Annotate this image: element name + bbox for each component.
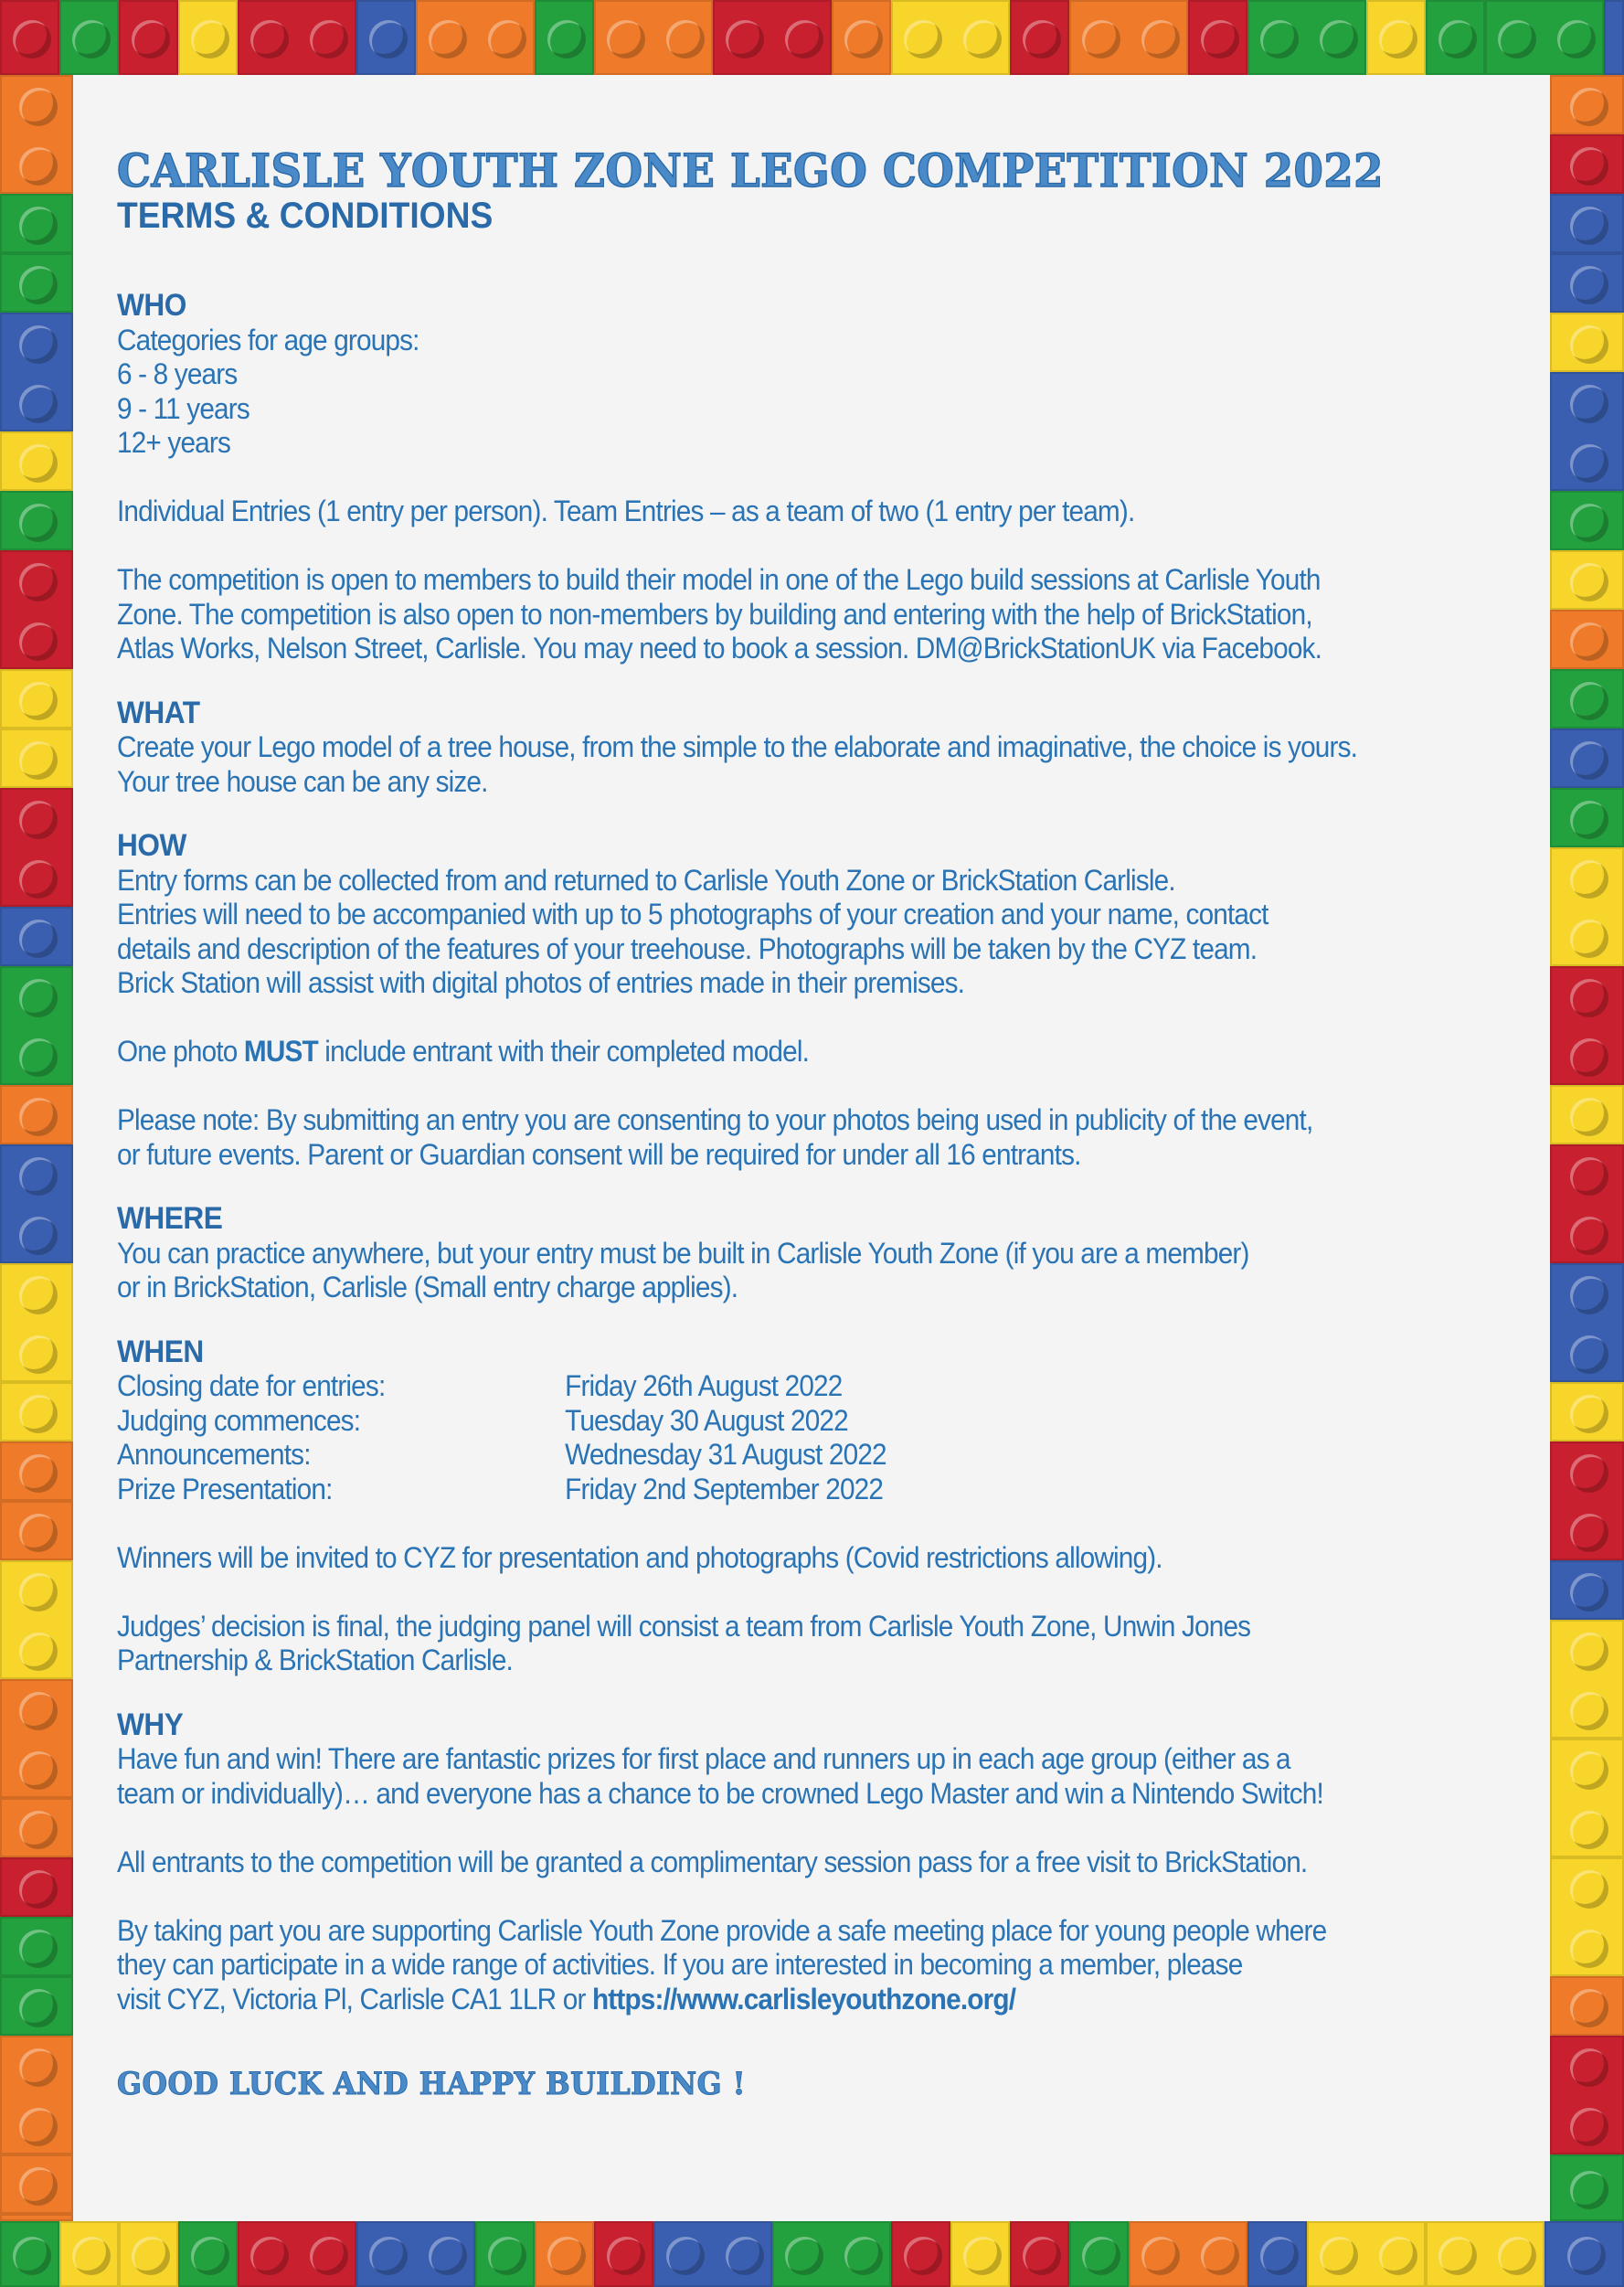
lego-stud [72,20,111,59]
lego-brick [416,0,535,75]
lego-stud [1570,385,1608,423]
lego-stud [1570,1870,1608,1909]
lego-stud [1570,622,1608,661]
lego-stud [1438,2237,1477,2275]
lego-brick [0,550,73,669]
lego-stud [1023,2237,1061,2275]
lego-stud [19,1335,58,1374]
lego-stud [1570,1395,1608,1433]
winners-note: Winners will be invited to CYZ for presentation and photographs (Covid restrictions allowing). [117,1540,1162,1574]
lego-brick [594,2221,653,2287]
lego-brick [1010,2221,1069,2287]
lego-brick [1550,1382,1624,1441]
lego-stud [19,860,58,899]
lego-brick [0,1798,73,1857]
lego-stud [785,2237,823,2275]
lego-stud [1570,682,1608,720]
what-line: Your tree house can be any size. [117,764,488,798]
lego-brick [1604,0,1624,75]
lego-stud [19,1811,58,1849]
lego-brick [0,1382,73,1441]
lego-stud [844,20,883,59]
lego-stud [1557,20,1596,59]
lego-stud [1570,1335,1608,1374]
support-line: By taking part you are supporting Carlisle Youth Zone provide a safe meeting place for young people where [117,1913,1327,1947]
lego-brick [0,75,73,194]
lego-stud [369,2237,408,2275]
lego-brick [238,2221,356,2287]
lego-brick [1550,550,1624,610]
lego-stud [19,682,58,720]
lego-brick [0,2214,73,2221]
lego-stud [19,2048,58,2087]
lego-stud [132,20,170,59]
lego-brick [238,0,356,75]
lego-stud [19,801,58,839]
judges-note: Judges’ decision is final, the judging panel will consist a team from Carlisle Youth Zone, Unwin Jones [117,1609,1251,1643]
lego-brick [1550,1144,1624,1263]
lego-stud [547,20,586,59]
lego-brick [594,0,713,75]
lego-brick [0,1263,73,1382]
where-line: or in BrickStation, Carlisle (Small entry charge applies). [117,1271,738,1303]
how-line: Entry forms can be collected from and returned to Carlisle Youth Zone or BrickStation Carlisle. [117,863,1175,897]
lego-brick [0,2154,73,2214]
who-open-line: Atlas Works, Nelson Street, Carlisle. You may need to book a session. DM@BrickStationUK via Facebook. [117,632,1322,665]
lego-stud [963,20,1002,59]
lego-stud [310,2237,348,2275]
lego-stud [1570,920,1608,958]
who-line: 12+ years [117,426,230,459]
lego-stud [1570,325,1608,364]
lego-stud [1320,2237,1358,2275]
lego-stud [1570,741,1608,780]
lego-brick [0,1501,73,1560]
lego-brick [1366,0,1426,75]
lego-stud [904,2237,942,2275]
lego-brick [1550,1263,1624,1382]
lego-stud [1260,20,1299,59]
lego-stud [1570,1098,1608,1136]
lego-stud [19,1395,58,1433]
schedule-row: Announcements: Wednesday 31 August 2022 [117,1438,886,1471]
lego-brick [1544,2221,1624,2287]
lego-brick [178,0,238,75]
lego-stud [1570,979,1608,1017]
lego-brick [356,0,416,75]
lego-brick [772,2221,891,2287]
lego-brick [1550,1085,1624,1144]
lego-brick [0,2221,59,2287]
photo-requirement: One photo MUST include entrant with their completed model. [117,1035,810,1068]
lego-stud [1141,2237,1180,2275]
lego-stud [191,20,229,59]
consent-note: or future events. Parent or Guardian consent will be required for under all 16 entrants. [117,1137,1081,1171]
lego-brick [891,0,1010,75]
what-heading: WHAT [117,695,200,730]
lego-stud [547,2237,586,2275]
lego-brick [0,669,73,729]
lego-stud [904,20,942,59]
lego-stud [1570,1217,1608,1255]
page-subtitle: TERMS & CONDITIONS [117,196,494,236]
lego-brick [535,0,594,75]
lego-brick [1550,1560,1624,1620]
lego-brick [0,966,73,1085]
lego-brick [0,1679,73,1798]
lego-brick [1550,194,1624,253]
lego-brick [1550,75,1624,134]
lego-brick [1069,2221,1129,2287]
lego-stud [726,2237,764,2275]
lego-stud [1023,20,1061,59]
lego-stud [19,622,58,661]
lego-stud [1570,2108,1608,2146]
lego-brick [0,907,73,966]
why-line: team or individually)… and everyone has a chance to be crowned Lego Master and win a Nintendo Switch! [117,1776,1323,1810]
session-pass-note: All entrants to the competition will be granted a complimentary session pass for a free visit to BrickStation. [117,1845,1308,1878]
lego-brick [1550,372,1624,491]
lego-stud [844,2237,883,2275]
lego-brick [653,2221,772,2287]
lego-stud [1570,860,1608,899]
lego-brick [1550,669,1624,729]
lego-stud [1570,1038,1608,1077]
lego-stud [369,20,408,59]
who-open-line: Zone. The competition is also open to non-members by building and entering with the help of BrickStation, [117,597,1312,631]
must-emphasis: MUST [243,1035,318,1068]
lego-stud [19,1989,58,2027]
lego-brick [0,491,73,550]
what-line: Create your Lego model of a tree house, from the simple to the elaborate and imaginative, the choice is yours. [117,730,1358,763]
lego-brick [1550,313,1624,372]
lego-brick [0,788,73,907]
lego-brick [1550,2154,1624,2221]
lego-brick [356,2221,475,2287]
lego-stud [1570,88,1608,126]
lego-stud [1570,1692,1608,1730]
lego-stud [1570,504,1608,542]
lego-brick [1550,1976,1624,2036]
lego-stud [1260,2237,1299,2275]
when-heading: WHEN [117,1334,204,1369]
lego-brick [0,1144,73,1263]
lego-brick [119,0,178,75]
lego-stud [1570,563,1608,601]
lego-stud [429,2237,467,2275]
lego-stud [1570,1573,1608,1612]
who-line: Categories for age groups: [117,323,419,356]
lego-stud [1570,1751,1608,1790]
lego-stud [19,979,58,1017]
lego-brick [1069,0,1188,75]
lego-stud [310,20,348,59]
lego-stud [19,563,58,601]
lego-stud [963,2237,1002,2275]
lego-stud [1570,1514,1608,1552]
lego-stud [1570,1157,1608,1196]
lego-brick [0,0,59,75]
lego-stud [19,1454,58,1493]
lego-brick [1307,2221,1426,2287]
lego-stud [72,2237,111,2275]
why-heading: WHY [117,1707,184,1742]
where-line: You can practice anywhere, but your entry must be built in Carlisle Youth Zone (if you are a member) [117,1236,1249,1270]
lego-brick [1550,1620,1624,1739]
lego-brick [1550,1739,1624,1857]
lego-brick [891,2221,950,2287]
lego-stud [19,2167,58,2206]
lego-stud [19,147,58,186]
lego-stud [1570,1276,1608,1314]
page-title: CARLISLE YOUTH ZONE LEGO COMPETITION 2022 [117,144,1384,197]
who-line: 9 - 11 years [117,391,249,425]
who-open-line: The competition is open to members to build their model in one of the Lego build sessions at Carlisle Youth [117,563,1321,596]
lego-stud [19,325,58,364]
lego-stud [132,2237,170,2275]
who-line: 6 - 8 years [117,357,238,390]
website-link[interactable]: https://www.carlisleyouthzone.org/ [591,1982,1016,2016]
lego-stud [19,2108,58,2146]
lego-brick [475,2221,535,2287]
lego-stud [19,1751,58,1790]
lego-brick [0,431,73,491]
lego-stud [1201,20,1239,59]
lego-stud [1141,20,1180,59]
lego-stud [1570,1811,1608,1849]
schedule-row: Judging commences: Tuesday 30 August 2022 [117,1403,848,1437]
support-line: they can participate in a wide range of activities. If you are interested in becoming a member, please [117,1948,1243,1981]
lego-stud [1570,1454,1608,1493]
lego-stud [1201,2237,1239,2275]
lego-stud [19,444,58,483]
lego-brick [1426,2221,1544,2287]
lego-stud [19,920,58,958]
how-heading: HOW [117,828,186,863]
lego-stud [19,741,58,780]
where-heading: WHERE [117,1201,223,1236]
lego-stud [19,1276,58,1314]
lego-brick [1550,610,1624,669]
lego-brick [1247,0,1366,75]
closing-message: GOOD LUCK AND HAPPY BUILDING ! [117,2066,746,2102]
lego-brick [119,2221,178,2287]
lego-stud [607,2237,645,2275]
schedule-row: Closing date for entries: Friday 26th August 2022 [117,1369,843,1402]
who-entries: Individual Entries (1 entry per person). Team Entries – as a team of two (1 entry per team). [117,495,1135,527]
visit-line: visit CYZ, Victoria Pl, Carlisle CA1 1LR or https://www.carlisleyouthzone.org/ [117,1982,1016,2016]
lego-brick [0,253,73,313]
lego-brick [713,0,832,75]
lego-stud [1570,2048,1608,2087]
lego-stud [1570,147,1608,186]
lego-stud [19,1930,58,1968]
lego-stud [1320,20,1358,59]
lego-brick [1550,729,1624,788]
lego-stud [19,504,58,542]
lego-brick [1129,2221,1247,2287]
lego-brick [0,1560,73,1679]
lego-stud [666,2237,705,2275]
lego-brick [0,1857,73,1917]
lego-stud [1498,20,1536,59]
lego-stud [785,20,823,59]
lego-stud [191,2237,229,2275]
lego-stud [19,1157,58,1196]
lego-brick [1550,491,1624,550]
lego-brick [1247,2221,1307,2287]
lego-brick [0,2036,73,2154]
lego-brick [0,1917,73,1976]
lego-stud [1570,801,1608,839]
lego-brick [0,1976,73,2036]
who-heading: WHO [117,288,186,323]
lego-stud [19,1514,58,1552]
lego-brick [1550,847,1624,966]
lego-stud [1379,2237,1417,2275]
lego-brick [1550,2036,1624,2154]
lego-stud [13,20,51,59]
lego-stud [1570,2171,1608,2209]
lego-brick [0,729,73,788]
lego-brick [535,2221,594,2287]
lego-brick [59,0,119,75]
lego-brick [1010,0,1069,75]
lego-brick [1426,0,1485,75]
lego-stud [19,266,58,304]
lego-brick [1188,0,1247,75]
how-line: details and description of the features of your treehouse. Photographs will be taken by the CYZ team. [117,931,1258,965]
lego-stud [607,20,645,59]
lego-stud [19,1217,58,1255]
how-line: Brick Station will assist with digital photos of entries made in their premises. [117,966,965,999]
lego-stud [250,20,289,59]
schedule-row: Prize Presentation: Friday 2nd September 2022 [117,1472,884,1505]
lego-brick [1550,1441,1624,1560]
lego-brick [950,2221,1010,2287]
lego-stud [1570,266,1608,304]
lego-stud [19,1038,58,1077]
lego-stud [19,1098,58,1136]
why-line: Have fun and win! There are fantastic prizes for first place and runners up in each age group (either as a [117,1742,1290,1775]
lego-brick [0,194,73,253]
how-line: Entries will need to be accompanied with up to 5 photographs of your creation and your name, contact [117,898,1268,931]
lego-stud [1570,1989,1608,2027]
lego-stud [1438,20,1477,59]
lego-stud [1498,2237,1536,2275]
lego-stud [1082,20,1120,59]
lego-brick [1550,253,1624,313]
lego-stud [19,385,58,423]
lego-stud [488,2237,526,2275]
lego-stud [726,20,764,59]
lego-stud [19,1573,58,1612]
lego-brick [1550,1857,1624,1976]
judges-note: Partnership & BrickStation Carlisle. [117,1643,513,1676]
lego-stud [666,20,705,59]
lego-brick [1550,966,1624,1085]
lego-stud [19,207,58,245]
lego-brick [0,1085,73,1144]
lego-brick [59,2221,119,2287]
lego-stud [19,1692,58,1730]
lego-stud [250,2237,289,2275]
lego-brick [1485,0,1604,75]
lego-brick [1550,134,1624,194]
lego-stud [1567,2237,1606,2275]
lego-stud [1570,207,1608,245]
lego-brick [0,1441,73,1501]
lego-stud [1379,20,1417,59]
lego-stud [1082,2237,1120,2275]
terms-document [117,146,1443,2102]
lego-stud [1570,444,1608,483]
lego-stud [19,88,58,126]
lego-stud [19,1870,58,1909]
lego-brick [0,313,73,431]
lego-stud [1570,1633,1608,1671]
lego-stud [1570,1930,1608,1968]
lego-brick [178,2221,238,2287]
lego-brick [1550,788,1624,847]
lego-stud [13,2237,51,2275]
lego-stud [488,20,526,59]
lego-stud [19,1633,58,1671]
lego-brick [832,0,891,75]
consent-note: Please note: By submitting an entry you are consenting to your photos being used in publicity of the event, [117,1103,1313,1136]
lego-stud [429,20,467,59]
